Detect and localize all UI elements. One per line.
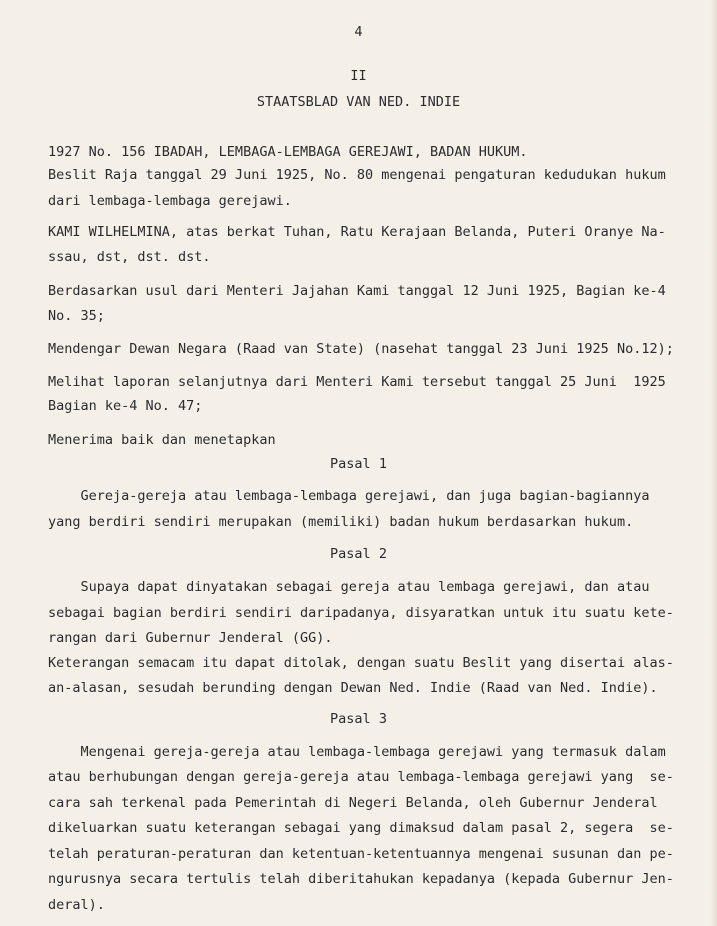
text-line: Berdasarkan usul dari Menteri Jajahan Kami tanggal 12 Juni 1925, Bagian ke-4	[48, 283, 666, 299]
pasal-1-heading: Pasal 1	[330, 456, 387, 472]
document-header: STAATSBLAD VAN NED. INDIE	[256, 94, 461, 110]
pasal-1-line: Gereja-gereja atau lembaga-lembaga gerejawi, dan juga bagian-bagiannya	[48, 488, 650, 504]
pasal-3-line: cara sah terkenal pada Pemerintah di Negeri Belanda, oleh Gubernur Jenderal	[48, 795, 658, 811]
text-line: Bagian ke-4 No. 47;	[48, 398, 203, 414]
text-line: Mendengar Dewan Negara (Raad van State) (nasehat tanggal 23 Juni 1925 No.12);	[48, 341, 674, 357]
pasal-3-line: deral).	[48, 897, 105, 913]
pasal-3-line: Mengenai gereja-gereja atau lembaga-lembaga gerejawi yang termasuk dalam	[48, 744, 666, 760]
pasal-2-line: sebagai bagian berdiri sendiri daripadanya, disyaratkan untuk itu suatu kete-	[48, 605, 674, 621]
page-number: 4	[354, 24, 363, 40]
text-line: KAMI WILHELMINA, atas berkat Tuhan, Ratu Kerajaan Belanda, Puteri Oranye Na-	[48, 224, 666, 240]
decree-title: 1927 No. 156 IBADAH, LEMBAGA-LEMBAGA GEREJAWI, BADAN HUKUM.	[48, 144, 528, 160]
text-line: Menerima baik dan menetapkan	[48, 432, 276, 448]
pasal-2-heading: Pasal 2	[330, 546, 387, 562]
pasal-2-line: rangan dari Gubernur Jenderal (GG).	[48, 630, 333, 646]
section-roman-numeral: II	[350, 68, 367, 84]
text-line: ssau, dst, dst. dst.	[48, 249, 211, 265]
pasal-3-line: ngurusnya secara tertulis telah diberitahukan kepadanya (kepada Gubernur Jen-	[48, 871, 674, 887]
pasal-3-line: dikeluarkan suatu keterangan sebagai yang dimaksud dalam pasal 2, segera se-	[48, 820, 674, 836]
text-line: Beslit Raja tanggal 29 Juni 1925, No. 80 mengenai pengaturan kedudukan hukum	[48, 167, 666, 183]
pasal-3-line: telah peraturan-peraturan dan ketentuan-ketentuannya mengenai susunan dan pe-	[48, 846, 674, 862]
text-line: No. 35;	[48, 308, 105, 324]
pasal-3-heading: Pasal 3	[330, 711, 387, 727]
pasal-3-line: atau berhubungan dengan gereja-gereja atau lembaga-lembaga gerejawi yang se-	[48, 769, 674, 785]
pasal-1-line: yang berdiri sendiri merupakan (memiliki) badan hukum berdasarkan hukum.	[48, 514, 634, 530]
text-line: Melihat laporan selanjutnya dari Menteri Kami tersebut tanggal 25 Juni 1925	[48, 374, 666, 390]
pasal-2-line: Keterangan semacam itu dapat ditolak, dengan suatu Beslit yang disertai alas-	[48, 655, 674, 671]
pasal-2-line: Supaya dapat dinyatakan sebagai gereja atau lembaga gerejawi, dan atau	[48, 579, 650, 595]
pasal-2-line: an-alasan, sesudah berunding dengan Dewan Ned. Indie (Raad van Ned. Indie).	[48, 680, 658, 696]
text-line: dari lembaga-lembaga gerejawi.	[48, 193, 292, 209]
